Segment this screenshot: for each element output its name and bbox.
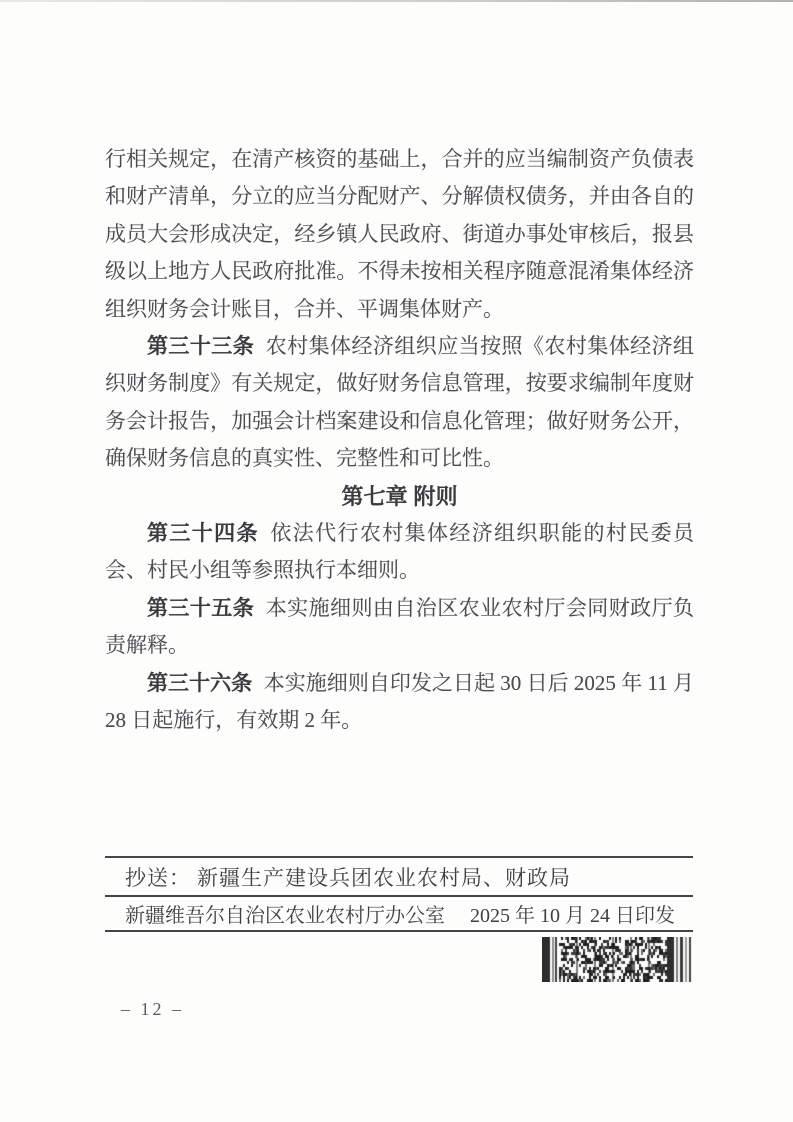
chapter-heading: 第七章 附则: [341, 483, 458, 509]
print-date: 2025 年 10 月 24 日印发: [470, 905, 675, 927]
paragraph-text: 农村集体经济组织应当按照《农村集体经济组织财务制度》有关规定，做好财务信息管理，按要求编制年度财务会计报告，加强会计档案建设和信息化管理；做好财务公开，确保财务信息的真实性、完整性和可比性。: [105, 334, 695, 471]
cc-label: 抄送：: [125, 865, 191, 890]
pdf417-barcode-icon: [542, 937, 693, 982]
cc-recipients: 新疆生产建设兵团农业农村局、财政局: [197, 865, 571, 890]
document-footer: [105, 856, 693, 932]
paragraph-article-35: [105, 590, 694, 665]
paragraph-continuation: [105, 141, 694, 328]
paragraph-article-36: [105, 665, 694, 740]
article-number-33: 第三十三条: [147, 335, 255, 359]
article-number-34: 第三十四条: [147, 522, 259, 546]
issuer-row: [105, 897, 693, 932]
paragraph-text: 依法代行农村集体经济组织职能的村民委员会、村民小组等参照执行本细则。: [105, 521, 695, 583]
scan-edge-artifact: [0, 0, 793, 2]
document-body: [105, 141, 694, 739]
cc-row: [105, 858, 693, 897]
issuing-office: 新疆维吾尔自治区农业农村厅办公室: [125, 905, 445, 927]
paragraph-text: 本实施细则由自治区农业农村厅会同财政厅负责解释。: [105, 595, 695, 658]
paragraph-article-34: [105, 515, 694, 590]
page-number: – 12 –: [121, 999, 184, 1019]
paragraph-text: 行相关规定，在清产核资的基础上，合并的应当编制资产负债表和财产清单，分立的应当分配财产、分解债权债务，并由各自的成员大会形成决定，经乡镇人民政府、街道办事处审核后，报县级以上地方人民政府批准。不得未按相关程序随意混淆集体经济组织财务会计账目，合并、平调集体财产。: [105, 147, 694, 321]
paragraph-article-33: [105, 328, 694, 478]
paragraph-text: 本实施细则自印发之日起 30 日后 2025 年 11 月 28 日起施行，有效期 2 年。: [105, 670, 694, 733]
article-number-36: 第三十六条: [147, 671, 253, 695]
article-number-35: 第三十五条: [147, 596, 255, 620]
